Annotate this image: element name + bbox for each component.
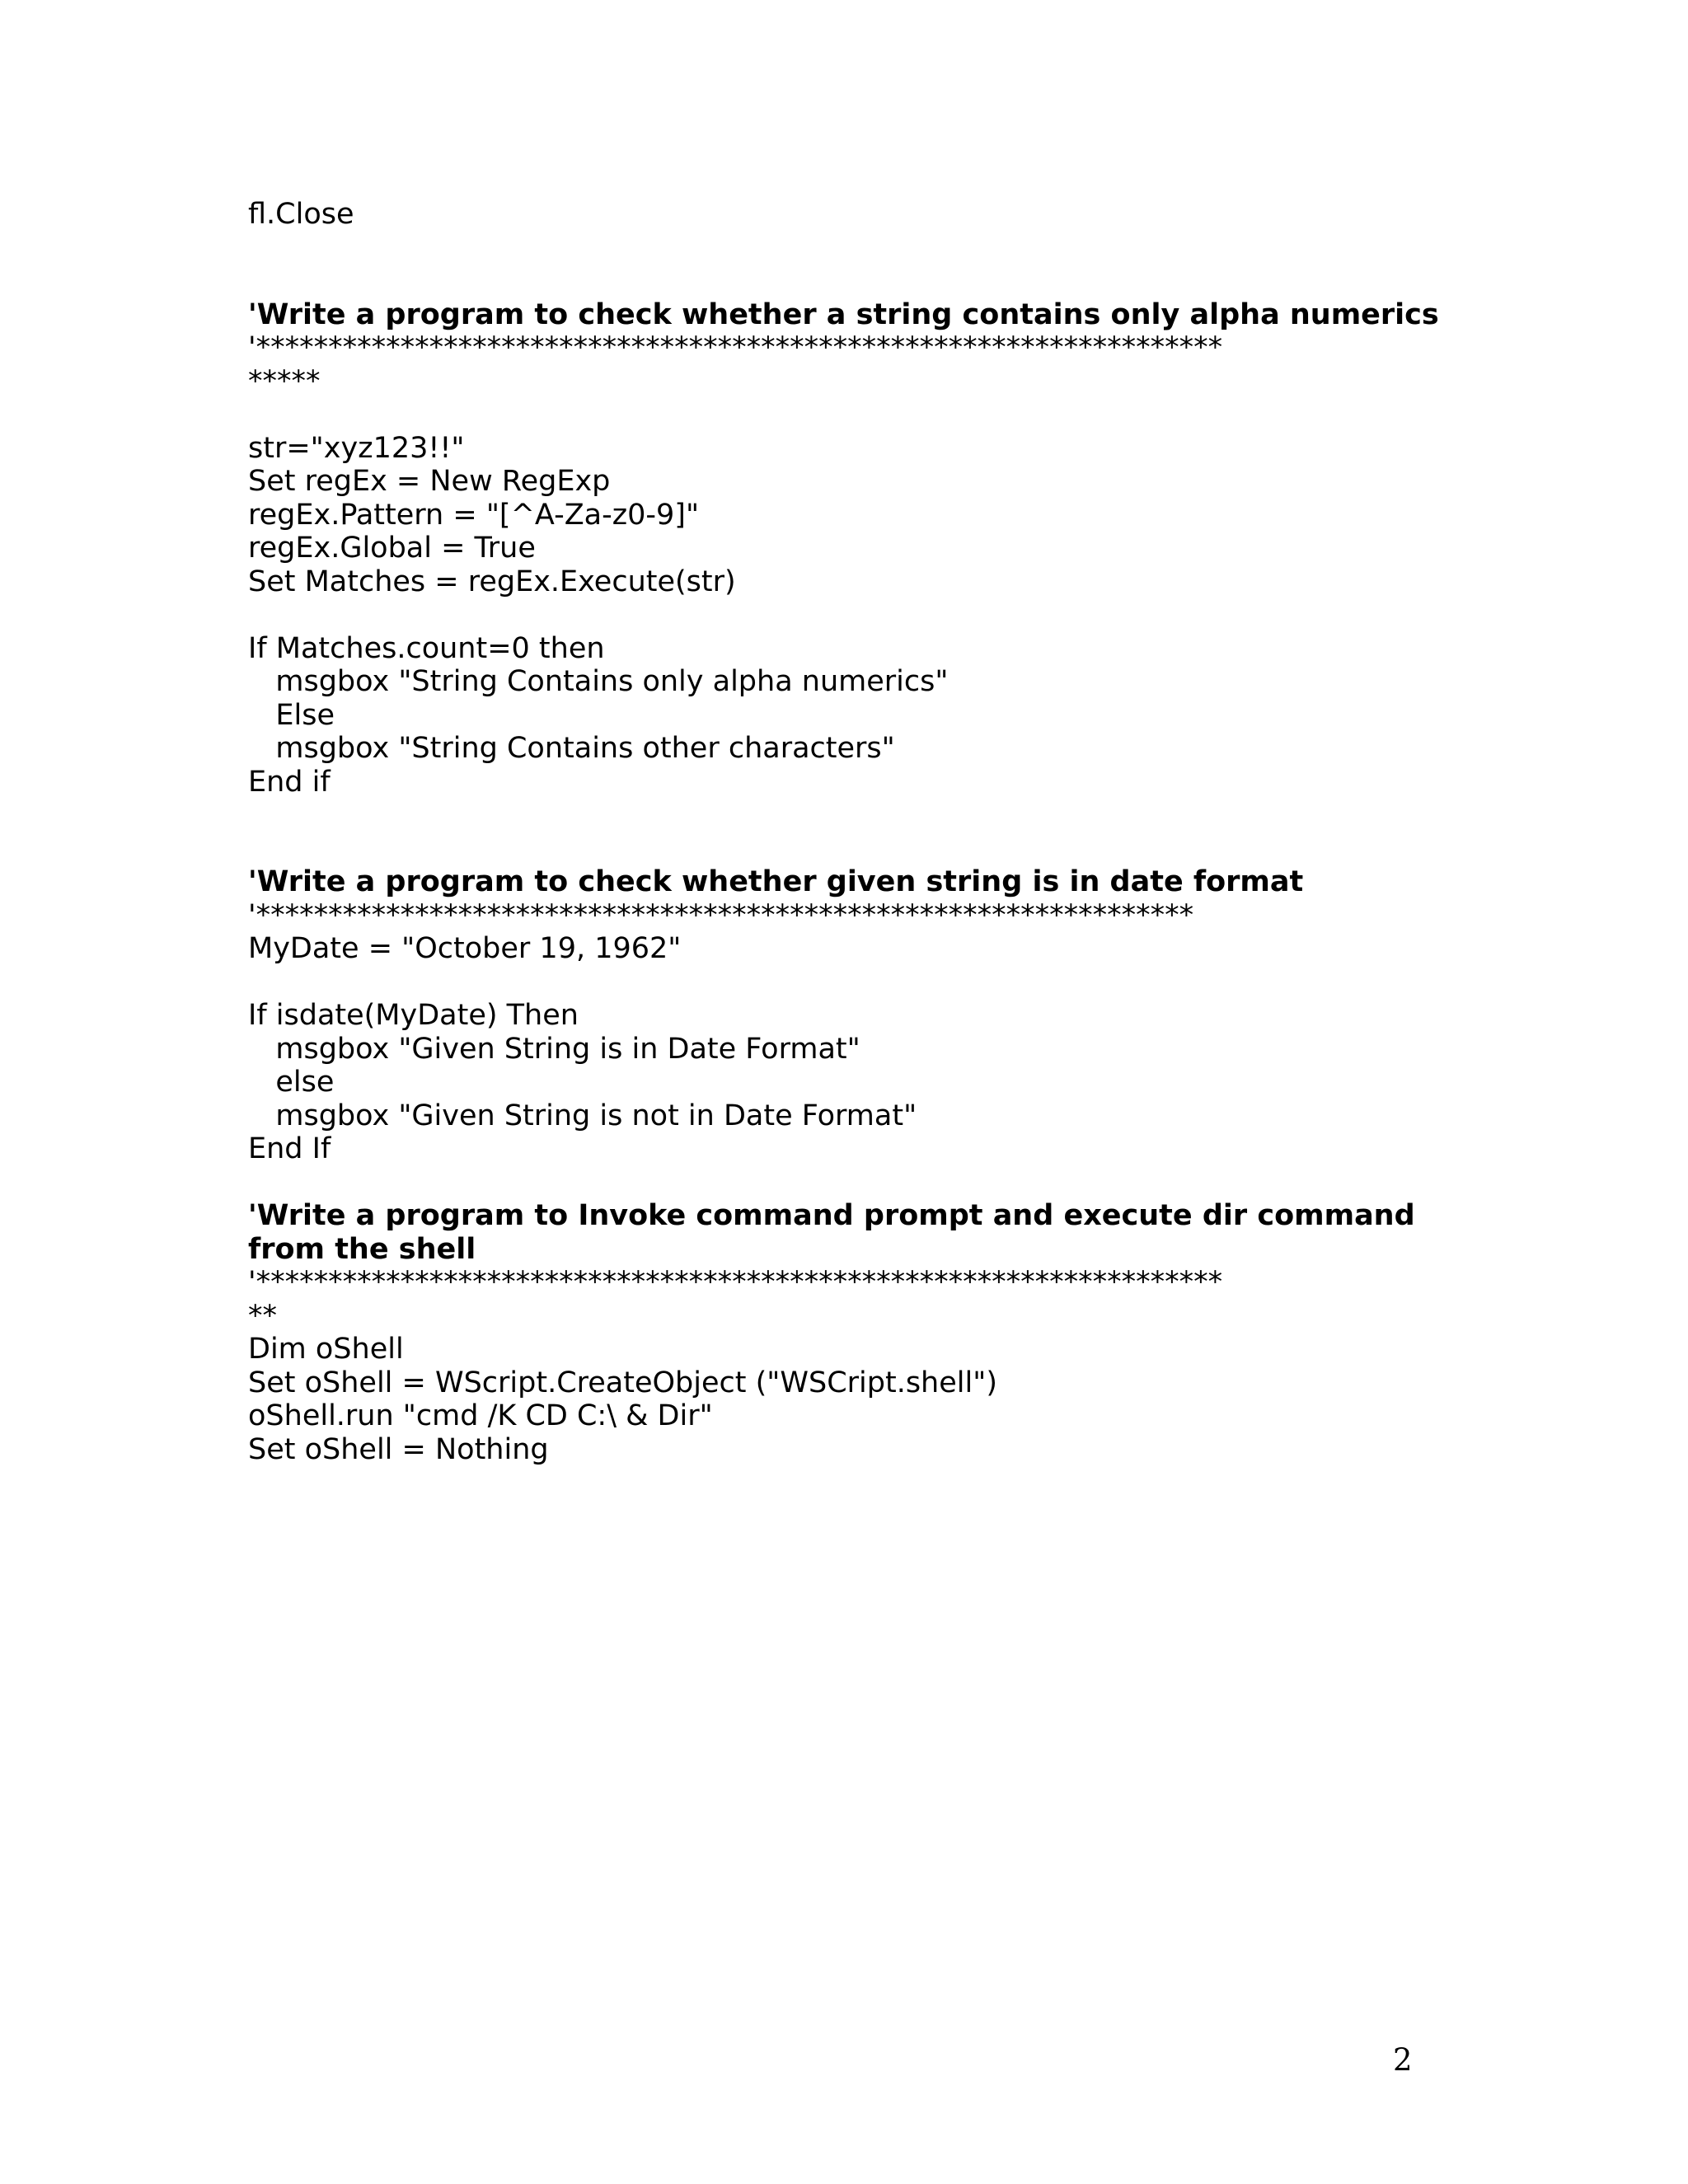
section-heading-continued: from the shell [248,1232,476,1266]
code-line: If Matches.count=0 then [248,631,605,665]
code-line: else [248,1066,335,1099]
intro-code-line: fl.Close [248,198,354,231]
section-heading: 'Write a program to check whether a string contains only alpha numerics [248,298,1439,331]
code-line: oShell.run "cmd /K CD C:\ & Dir" [248,1399,713,1432]
page-content [248,198,1443,1466]
section-heading: 'Write a program to check whether given string is in date format [248,865,1304,898]
code-line [248,398,1443,432]
section-alphanumeric-check [248,298,1443,799]
code-line: msgbox "Given String is in Date Format" [248,1032,860,1066]
code-line: msgbox "String Contains only alpha numerics" [248,665,949,698]
section-heading: 'Write a program to Invoke command prompt and execute dir command [248,1199,1415,1232]
comment-separator: '******************************************************************* [248,331,1223,364]
code-line: msgbox "Given String is not in Date Format" [248,1099,917,1132]
blank-line [248,232,1443,265]
code-line: regEx.Global = True [248,532,536,565]
blank-line [248,1166,1443,1200]
blank-line [248,265,1443,298]
section-command-prompt [248,1199,1443,1466]
comment-separator: '******************************************************************* [248,1266,1223,1299]
code-line [248,598,1443,632]
code-line: Set oShell = WScript.CreateObject ("WSCript.shell") [248,1366,997,1399]
code-line: Else [248,698,335,732]
code-line: regEx.Pattern = "[^A-Za-z0-9]" [248,498,700,532]
code-line: If isdate(MyDate) Then [248,999,579,1032]
code-line [248,966,1443,1000]
code-line: msgbox "String Contains other characters" [248,732,895,765]
code-line: End if [248,765,331,799]
comment-separator: '***************************************************************** [248,898,1194,932]
code-line: MyDate = "October 19, 1962" [248,932,682,965]
comment-separator: ***** [248,364,321,398]
code-line: Set oShell = Nothing [248,1432,549,1466]
code-line: str="xyz123!!" [248,431,465,465]
code-line: Set Matches = regEx.Execute(str) [248,565,736,598]
comment-separator: ** [248,1299,277,1333]
section-date-format-check [248,865,1443,1166]
page-number: 2 [1393,2042,1413,2078]
blank-line [248,832,1443,866]
blank-line [248,799,1443,832]
code-line: End If [248,1132,331,1165]
code-line: Dim oShell [248,1333,404,1366]
code-line: Set regEx = New RegExp [248,465,611,498]
